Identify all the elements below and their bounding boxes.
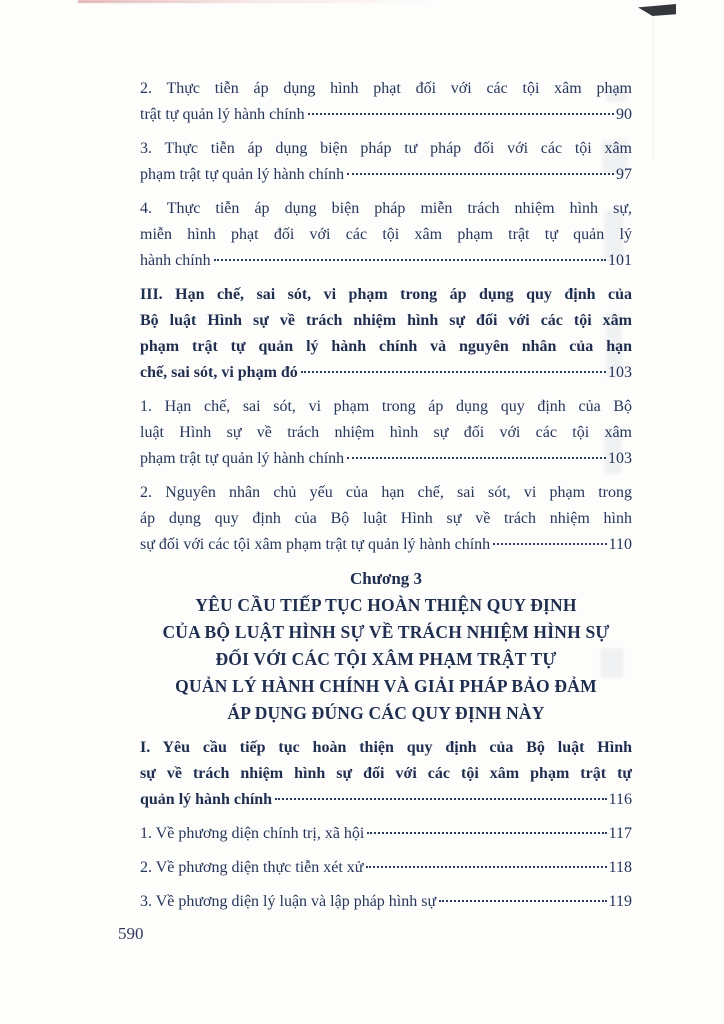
toc-entry-line: 2. Nguyên nhân chủ yếu của hạn chế, sai sót, vi phạm trong (140, 484, 632, 501)
toc-entry-line: 3. Thực tiễn áp dụng biện pháp tư pháp đối với các tội xâm (140, 140, 632, 157)
toc-page-number: 90 (616, 106, 632, 123)
toc-entry-final-line (140, 532, 632, 558)
toc-entry-final-line (140, 248, 632, 274)
toc-entry-text: 1. Về phương diện chính trị, xã hội (140, 825, 365, 842)
toc-entry-line: luật Hình sự về trách nhiệm hình sự đối với các tội xâm (140, 424, 632, 441)
toc-entry-final-line (140, 855, 632, 881)
toc-entry (140, 136, 632, 188)
toc-entry-text: chế, sai sót, vi phạm đó (140, 364, 298, 381)
toc-page-number: 101 (608, 252, 632, 269)
scan-artifact-top-streak (78, 0, 438, 3)
toc-entry (140, 480, 632, 558)
toc-entry-line: I. Yêu cầu tiếp tục hoàn thiện quy định của Bộ luật Hình (140, 739, 632, 756)
chapter-title-line: YÊU CẦU TIẾP TỤC HOÀN THIỆN QUY ĐỊNH (195, 595, 577, 615)
toc-entry (140, 735, 632, 813)
toc-entry (140, 821, 632, 847)
toc-entry-text: quản lý hành chính (140, 791, 273, 808)
toc-entry-text: 3. Về phương diện lý luận và lập pháp hình sự (140, 893, 437, 910)
toc-entry-line: miễn hình phạt đối với các tội xâm phạm trật tự quản lý (140, 226, 632, 243)
toc-entry-final-line (140, 787, 632, 813)
toc-entry-text: hành chính (140, 252, 211, 269)
toc-entry-final-line (140, 821, 632, 847)
toc-entry-text: phạm trật tự quản lý hành chính (140, 450, 345, 467)
toc-entry-line: phạm trật tự quản lý hành chính và nguyên nhân của hạn (140, 338, 632, 355)
toc-entry-text: trật tự quản lý hành chính (140, 106, 305, 123)
toc-page-number: 116 (608, 791, 632, 808)
toc-entry-final-line (140, 446, 632, 472)
page-number: 590 (118, 924, 144, 943)
toc-page-number: 118 (608, 859, 632, 876)
chapter-title-line: QUẢN LÝ HÀNH CHÍNH VÀ GIẢI PHÁP BẢO ĐẢM (175, 676, 597, 696)
toc-entry-line: Bộ luật Hình sự về trách nhiệm hình sự đối với các tội xâm (140, 312, 632, 329)
table-of-contents (140, 76, 632, 923)
toc-entry-line: 2. Thực tiễn áp dụng hình phạt đối với các tội xâm phạm (140, 80, 632, 97)
toc-page-number: 103 (608, 364, 632, 381)
toc-entry-text: sự đối với các tội xâm phạm trật tự quản lý hành chính (140, 536, 491, 553)
toc-entry-line: áp dụng quy định của Bộ luật Hình sự về trách nhiệm hình (140, 510, 632, 527)
scan-artifact-page-edge (653, 10, 654, 160)
toc-entry (140, 196, 632, 274)
toc-entry (140, 282, 632, 386)
toc-entry-text: phạm trật tự quản lý hành chính (140, 166, 345, 183)
toc-entry (140, 394, 632, 472)
chapter-heading (140, 566, 632, 727)
toc-entry-final-line (140, 162, 632, 188)
toc-entry-text: 2. Về phương diện thực tiễn xét xử (140, 859, 364, 876)
chapter-kicker: Chương 3 (349, 569, 423, 588)
toc-entry (140, 855, 632, 881)
toc-entry-line: III. Hạn chế, sai sót, vi phạm trong áp dụng quy định của (140, 286, 632, 303)
toc-entry-final-line (140, 360, 632, 386)
chapter-title-line: ÁP DỤNG ĐÚNG CÁC QUY ĐỊNH NÀY (227, 703, 545, 723)
toc-page-number: 119 (608, 893, 632, 910)
toc-entry (140, 889, 632, 915)
toc-page-number: 110 (608, 536, 632, 553)
toc-entry (140, 76, 632, 128)
toc-page-number: 97 (616, 166, 632, 183)
toc-entry-line: 4. Thực tiễn áp dụng biện pháp miễn trách nhiệm hình sự, (140, 200, 632, 217)
scan-artifact-corner-mark (638, 4, 676, 16)
chapter-title-line: ĐỐI VỚI CÁC TỘI XÂM PHẠM TRẬT TỰ (215, 649, 557, 669)
toc-entry-final-line (140, 102, 632, 128)
toc-entry-final-line (140, 889, 632, 915)
toc-entry-line: sự về trách nhiệm hình sự đối với các tội xâm phạm trật tự (140, 765, 632, 782)
toc-page-number: 117 (608, 825, 632, 842)
toc-page-number: 103 (608, 450, 632, 467)
chapter-title-line: CỦA BỘ LUẬT HÌNH SỰ VỀ TRÁCH NHIỆM HÌNH SỰ (162, 622, 610, 642)
toc-entry-line: 1. Hạn chế, sai sót, vi phạm trong áp dụng quy định của Bộ (140, 398, 632, 415)
